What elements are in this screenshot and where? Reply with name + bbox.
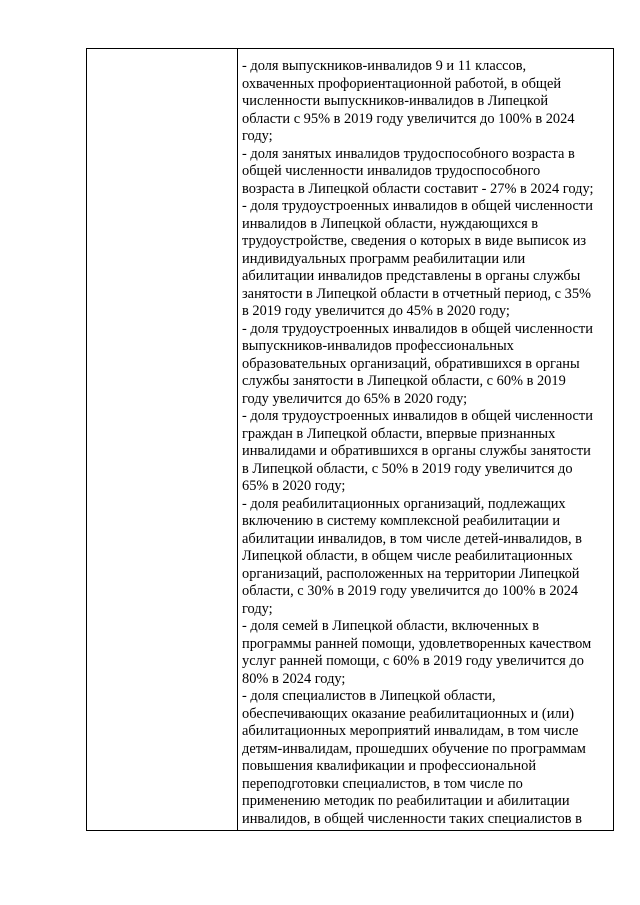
text-line: в Липецкой области, с 50% в 2019 году увеличится до (242, 460, 573, 477)
text-line: организаций, расположенных на территории Липецкой (242, 565, 580, 582)
text-line: году; (242, 600, 273, 617)
text-line: 80% в 2024 году; (242, 670, 346, 687)
text-line: службы занятости в Липецкой области, с 60% в 2019 (242, 373, 566, 389)
text-line: - доля трудоустроенных инвалидов в общей численности (242, 320, 593, 337)
text-line: граждан в Липецкой области, впервые признанных (242, 425, 556, 442)
text-line: абилитации инвалидов, в том числе детей-инвалидов, в (242, 530, 582, 547)
text-line: 65% в 2020 году; (242, 478, 346, 494)
text-line: общей численности инвалидов трудоспособного (242, 163, 541, 179)
text-line: области, с 30% в 2019 году увеличится до 100% в 2024 (242, 583, 579, 599)
table-left-cell (87, 49, 237, 830)
text-line: области с 95% в 2019 году увеличится до 100% в 2024 (242, 110, 575, 127)
text-line: включению в систему комплексной реабилитации и (242, 513, 561, 529)
text-line: повышения квалификации и профессиональной (242, 758, 537, 774)
text-line: - доля реабилитационных организаций, подлежащих (242, 495, 566, 512)
text-line: обеспечивающих оказание реабилитационных и (или) (242, 705, 575, 722)
text-line: возраста в Липецкой области составит - 27% в 2024 году; (242, 180, 594, 197)
text-line: применению методик по реабилитации и абилитации (242, 793, 570, 809)
text-line: Липецкой области, в общем числе реабилитационных (242, 548, 573, 564)
text-line: - доля занятых инвалидов трудоспособного возраста в (242, 145, 575, 162)
text-line: образовательных организаций, обратившихся в органы (242, 355, 580, 372)
text-line: - доля трудоустроенных инвалидов в общей численности (242, 198, 593, 214)
text-line: в 2019 году увеличится до 45% в 2020 году; (242, 303, 510, 319)
text-line: абилитации инвалидов представлены в органы службы (242, 268, 581, 284)
text-line: - доля выпускников-инвалидов 9 и 11 классов, (242, 58, 527, 74)
text-line: индивидуальных программ реабилитации или (242, 250, 526, 267)
text-line: - доля специалистов в Липецкой области, (242, 688, 496, 704)
text-line: году увеличится до 65% в 2020 году; (242, 390, 468, 407)
text-line: программы ранней помощи, удовлетворенных качеством (242, 635, 592, 652)
text-line: детям-инвалидам, прошедших обучение по программам (242, 740, 586, 757)
table-right-cell (242, 58, 608, 828)
text-line: переподготовки специалистов, в том числе по (242, 775, 523, 792)
text-line: услуг ранней помощи, с 60% в 2019 году увеличится до (242, 653, 584, 669)
text-line: - доля трудоустроенных инвалидов в общей численности (242, 408, 593, 424)
text-line: численности выпускников-инвалидов в Липецкой (242, 93, 549, 109)
document-table (86, 48, 614, 831)
text-line: занятости в Липецкой области в отчетный период, с 35% (242, 285, 592, 302)
text-line: инвалидов в Липецкой области, нуждающихся в (242, 215, 539, 232)
text-line: выпускников-инвалидов профессиональных (242, 338, 514, 354)
text-line: охваченных профориентационной работой, в общей (242, 75, 562, 92)
text-line: абилитационных мероприятий инвалидам, в том числе (242, 723, 579, 739)
text-line: инвалидов, в общей численности таких специалистов в (242, 810, 582, 827)
text-line: году; (242, 128, 273, 144)
text-line: трудоустройстве, сведения о которых в виде выписок из (242, 233, 587, 249)
column-divider (237, 49, 238, 830)
text-line: - доля семей в Липецкой области, включенных в (242, 618, 540, 634)
text-line: инвалидами и обратившихся в органы службы занятости (242, 443, 591, 459)
